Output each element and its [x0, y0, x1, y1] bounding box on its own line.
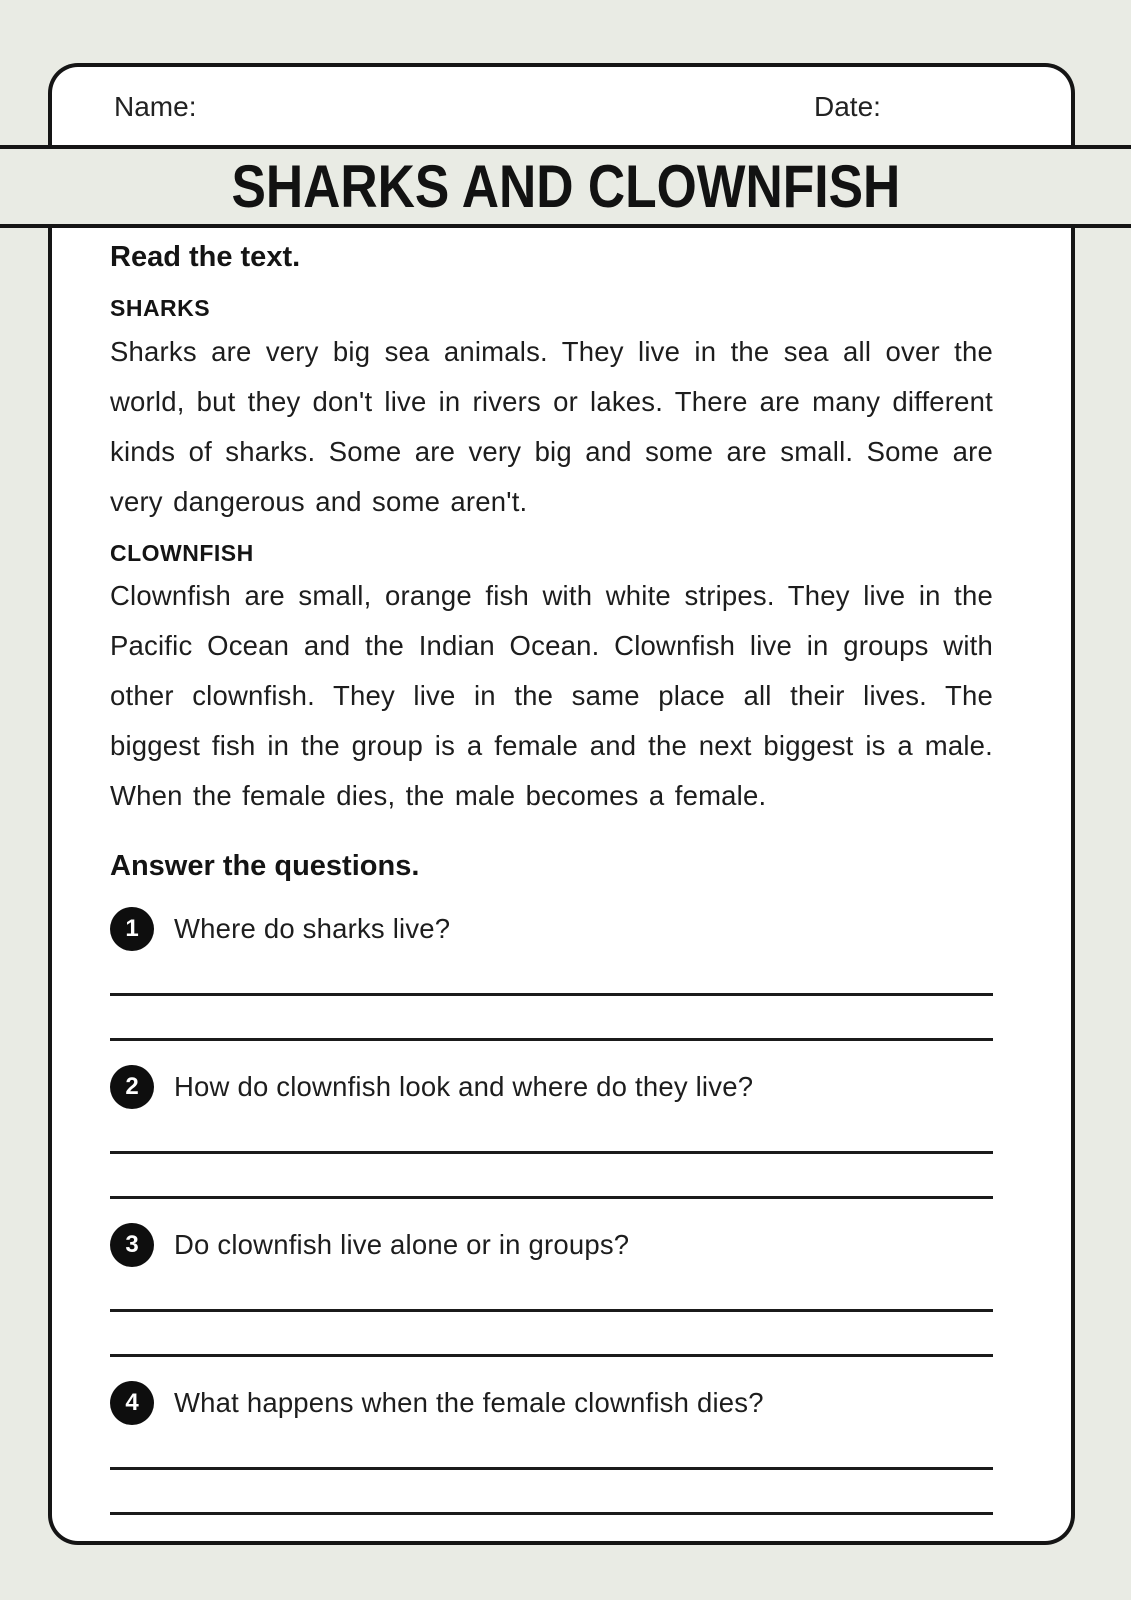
section-heading-clownfish: CLOWNFISH: [110, 539, 254, 566]
answer-instruction: Answer the questions.: [110, 849, 420, 882]
question-block-1: [110, 907, 993, 1041]
answer-line[interactable]: [110, 1312, 993, 1357]
answer-line[interactable]: [110, 1109, 993, 1154]
question-text: What happens when the female clownfish dies?: [174, 1387, 764, 1419]
name-blank-field[interactable]: [242, 67, 782, 149]
question-text: How do clownfish look and where do they live?: [174, 1071, 754, 1103]
question-block-2: [110, 1065, 993, 1199]
answer-line[interactable]: [110, 951, 993, 996]
answer-line[interactable]: [110, 1470, 993, 1515]
question-block-4: [110, 1381, 993, 1515]
question-number-badge: 2: [110, 1065, 154, 1109]
worksheet-body: [48, 228, 1075, 1545]
answer-line[interactable]: [110, 996, 993, 1041]
name-label: Name:: [114, 91, 197, 122]
answer-line[interactable]: [110, 1154, 993, 1199]
title-banner: [0, 145, 1131, 228]
question-row: [110, 1381, 993, 1425]
clownfish-paragraph: Clownfish are small, orange fish with white stripes. They live in the Pacific Ocean and the Indian Ocean. Clownfish live in groups with other clownfish. They live in the same place all their lives. The biggest fish in the group is a female and the next biggest is a male. When the female dies, the male becomes a female.: [110, 579, 993, 811]
section-heading-sharks: SHARKS: [110, 295, 211, 322]
question-row: [110, 907, 993, 951]
question-text: Where do sharks live?: [174, 913, 451, 945]
read-instruction: Read the text.: [110, 241, 301, 273]
question-row: [110, 1223, 993, 1267]
question-number-badge: 4: [110, 1381, 154, 1425]
question-text: Do clownfish live alone or in groups?: [174, 1229, 630, 1261]
sharks-paragraph: Sharks are very big sea animals. They live in the sea all over the world, but they don't live in rivers or lakes. There are many different kinds of sharks. Some are very big and some are small. Some are very dangerous and some aren't.: [110, 335, 993, 517]
question-row: [110, 1065, 993, 1109]
page-title: SHARKS AND CLOWNFISH: [231, 153, 900, 220]
answer-line[interactable]: [110, 1267, 993, 1312]
question-number-badge: 1: [110, 907, 154, 951]
question-number-badge: 3: [110, 1223, 154, 1267]
date-blank-field[interactable]: [897, 67, 1067, 149]
name-date-box: [48, 63, 1075, 149]
question-block-3: [110, 1223, 993, 1357]
answer-line[interactable]: [110, 1425, 993, 1470]
date-label: Date:: [814, 91, 881, 122]
